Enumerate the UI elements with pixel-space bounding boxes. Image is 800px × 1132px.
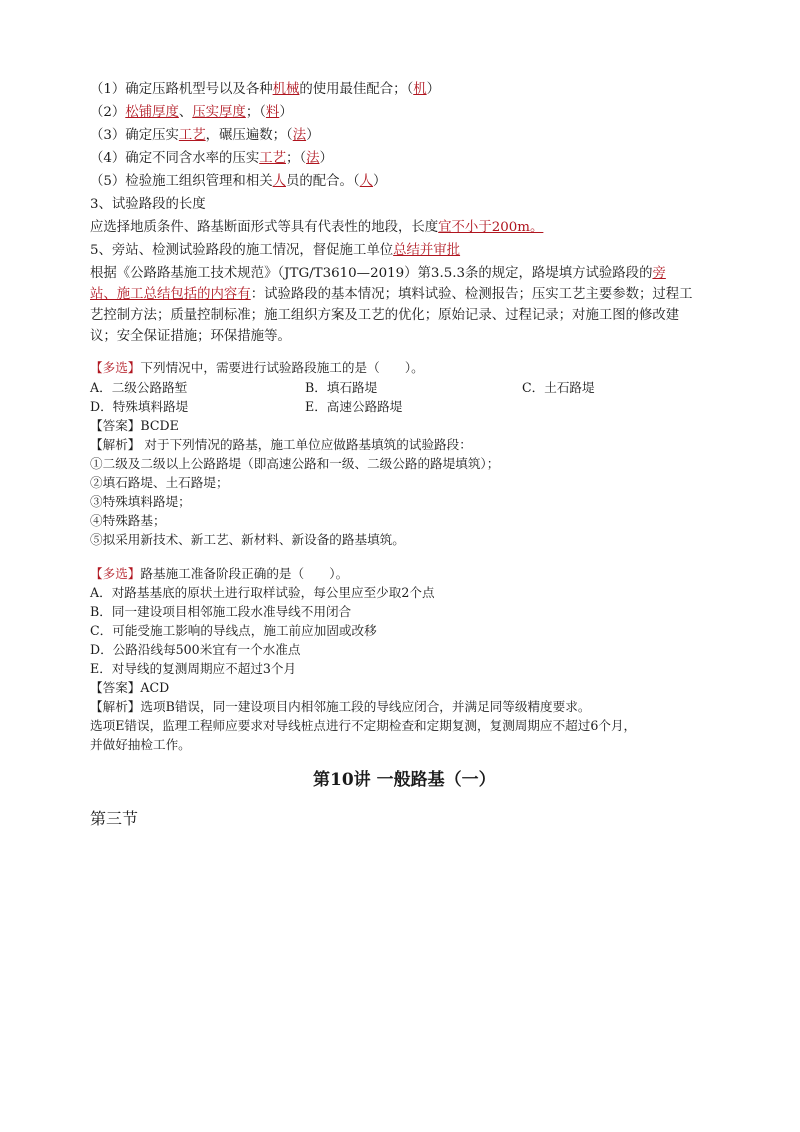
q1-point-1: ①二级及二级以上公路路堤（即高速公路和一级、二级公路的路堤填筑）； bbox=[90, 456, 500, 471]
q2-option-c: C．可能受施工影响的导线点，施工前应加固或改移 bbox=[90, 623, 377, 638]
q1-point-3: ③特殊填料路堤； bbox=[90, 494, 191, 509]
item-4-text2: ；（ bbox=[286, 151, 307, 166]
item-3-keyword: 工艺 bbox=[178, 128, 206, 143]
q2-option-a: A．对路基基底的原状土进行取样试验，每公里应至少取2个点 bbox=[90, 585, 435, 600]
supervise-text: 5、旁站、检测试验路段的施工情况，督促施工单位 bbox=[90, 243, 394, 258]
item-2-keyword2: 压实厚度 bbox=[192, 105, 246, 120]
q1-point-2: ②填石路堤、土石路堤； bbox=[90, 475, 229, 490]
para-line-3: 艺控制方法；质量控制标准；施工组织方案及工艺的优化；原始记录、过程记录；对施工图的修改建 bbox=[90, 308, 680, 323]
item-5 bbox=[90, 170, 386, 189]
item-3-text2: ，碾压遍数；（ bbox=[205, 128, 293, 143]
item-3-answer: 法 bbox=[292, 128, 307, 143]
item-4 bbox=[90, 147, 333, 166]
item-4-text: （4）确定不同含水率的压实 bbox=[90, 151, 260, 166]
q1-answer: 【答案】BCDE bbox=[90, 418, 179, 433]
q1-stem: 下列情况中，需要进行试验路段施工的是（ ）。 bbox=[140, 360, 424, 375]
q1-stem-line bbox=[90, 357, 424, 376]
item-2 bbox=[90, 101, 293, 120]
item-2-keyword: 松铺厚度 bbox=[125, 105, 179, 120]
q1-tag: 【多选】 bbox=[90, 360, 141, 375]
item-3-end: ） bbox=[306, 128, 320, 143]
section-title: 第三节 bbox=[90, 809, 139, 828]
item-5-end: ） bbox=[373, 174, 387, 189]
length-text: 应选择地质条件、路基断面形式等具有代表性的地段，长度 bbox=[90, 220, 439, 235]
item-5-supervise bbox=[90, 239, 460, 258]
item-5-text: （5）检验施工组织管理和相关 bbox=[90, 174, 273, 189]
q1-point-5: ⑤拟采用新技术、新工艺、新材料、新设备的路基填筑。 bbox=[90, 532, 405, 547]
item-2-text: （2） bbox=[90, 105, 126, 120]
item-1-text2: 的使用最佳配合；（ bbox=[299, 82, 414, 97]
item-3 bbox=[90, 124, 319, 143]
q1-option-e: E．高速公路路堤 bbox=[305, 399, 403, 414]
item-2-answer: 料 bbox=[265, 105, 280, 120]
q2-option-d: D．公路沿线每500米宜有一个水准点 bbox=[90, 642, 301, 657]
item-5-answer: 人 bbox=[359, 174, 374, 189]
q1-option-a: A．二级公路路堑 bbox=[90, 380, 188, 395]
para-line-4: 议；安全保证措施；环保措施等。 bbox=[90, 329, 291, 344]
q2-analysis-3: 并做好抽检工作。 bbox=[90, 737, 191, 752]
item-1-keyword: 机械 bbox=[272, 82, 300, 97]
para-text-2: ：试验路段的基本情况；填料试验、检测报告；压实工艺主要参数；过程工 bbox=[250, 287, 693, 302]
item-3-text: （3）确定压实 bbox=[90, 128, 179, 143]
length-paragraph bbox=[90, 216, 543, 235]
item-2-sep: 、 bbox=[178, 105, 193, 120]
q2-stem-line bbox=[90, 563, 348, 582]
heading-length: 3、试验路段的长度 bbox=[90, 197, 206, 212]
lecture-title: 第10讲 一般路基（一） bbox=[313, 770, 496, 790]
q1-option-b: B．填石路堤 bbox=[305, 380, 378, 395]
item-1-answer: 机 bbox=[413, 82, 427, 97]
item-4-answer: 法 bbox=[306, 151, 320, 166]
item-1 bbox=[90, 78, 440, 97]
q2-answer: 【答案】ACD bbox=[90, 680, 170, 695]
q1-option-c: C．土石路堤 bbox=[522, 380, 595, 395]
item-4-end: ） bbox=[319, 151, 333, 166]
item-2-text2: ；（ bbox=[245, 105, 266, 120]
para-keyword-2: 站、施工总结包括的内容有 bbox=[90, 287, 251, 302]
item-1-end: ） bbox=[426, 82, 440, 97]
q2-analysis-2: 选项E错误，监理工程师应要求对导线桩点进行不定期检查和定期复测，复测周期应不超过6个月， bbox=[90, 718, 637, 733]
item-5-text2: 员的配合。（ bbox=[286, 174, 360, 189]
para-line-1 bbox=[90, 262, 666, 281]
para-text-1: 根据《公路路基施工技术规范》（JTG/T3610—2019）第3.5.3条的规定，路堤填方试验路段的 bbox=[90, 266, 653, 281]
q1-analysis: 【解析】 对于下列情况的路基，施工单位应做路基填筑的试验路段： bbox=[90, 437, 472, 452]
q2-option-e: E．对导线的复测周期应不超过3个月 bbox=[90, 661, 297, 676]
item-1-text: （1）确定压路机型号以及各种 bbox=[90, 82, 273, 97]
q1-point-4: ④特殊路基； bbox=[90, 513, 166, 528]
q2-tag: 【多选】 bbox=[90, 566, 141, 581]
item-5-keyword: 人 bbox=[272, 174, 286, 189]
q2-analysis-1: 【解析】选项B错误，同一建设项目内相邻施工段的导线应闭合，并满足同等级精度要求。 bbox=[90, 699, 591, 714]
q1-option-d: D．特殊填料路堤 bbox=[90, 399, 189, 414]
para-keyword-1: 旁 bbox=[652, 266, 666, 281]
q2-option-b: B．同一建设项目相邻施工段水准导线不用闭合 bbox=[90, 604, 352, 619]
supervise-keyword: 总结并审批 bbox=[393, 243, 461, 258]
para-line-2 bbox=[90, 283, 693, 302]
item-4-keyword: 工艺 bbox=[259, 151, 286, 166]
q2-stem: 路基施工准备阶段正确的是（ ）。 bbox=[140, 566, 349, 581]
length-keyword: 宜不小于200m。 bbox=[438, 220, 544, 235]
item-2-end: ） bbox=[279, 105, 293, 120]
